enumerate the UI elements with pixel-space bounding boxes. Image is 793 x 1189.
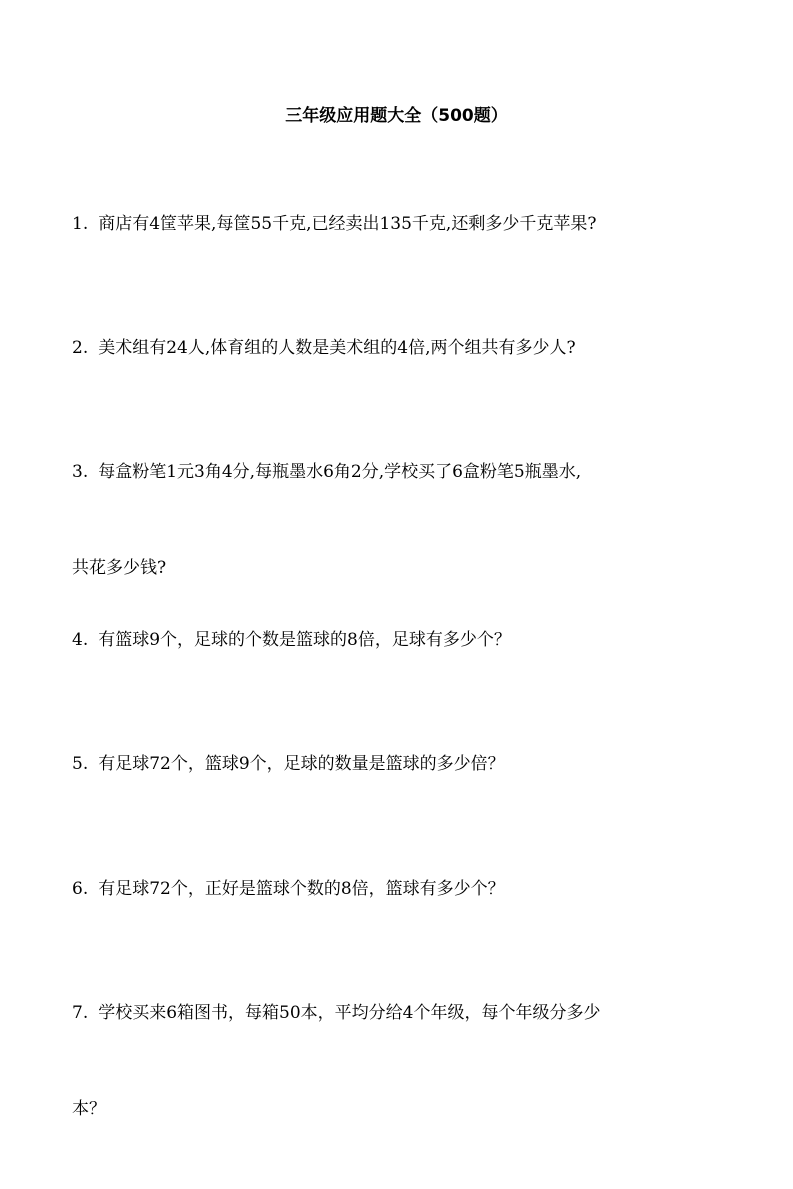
- question-line-continued: 共花多少钱?: [72, 558, 167, 578]
- question-text: 美术组有24人,体育组的人数是美术组的4倍,两个组共有多少人?: [98, 338, 576, 358]
- question-line: [72, 456, 732, 488]
- question-number: 3.: [72, 462, 89, 482]
- question-line-continued: 本？: [72, 1099, 106, 1119]
- question-text: 有足球72个，正好是篮球个数的8倍，篮球有多少个？: [98, 879, 505, 899]
- question-number: 4.: [72, 630, 89, 650]
- question-number: 6.: [72, 879, 89, 899]
- question-line: [72, 997, 732, 1029]
- question-number: 1.: [72, 214, 89, 234]
- question-line: [72, 748, 732, 780]
- question-line: [72, 208, 732, 240]
- question-text: 有篮球9个，足球的个数是篮球的8倍，足球有多少个？: [98, 630, 511, 650]
- question-line: [72, 873, 732, 905]
- question-text: 商店有4筐苹果,每筐55千克,已经卖出135千克,还剩多少千克苹果?: [98, 214, 597, 234]
- question-line: [72, 624, 732, 656]
- question-line: [72, 332, 732, 364]
- question-number: 2.: [72, 338, 89, 358]
- question-text: 学校买来6箱图书，每箱50本，平均分给4个年级，每个年级分多少: [98, 1003, 601, 1023]
- question-7: [72, 933, 732, 1189]
- question-number: 5.: [72, 754, 89, 774]
- question-text: 每盒粉笔1元3角4分,每瓶墨水6角2分,学校买了6盒粉笔5瓶墨水,: [98, 462, 582, 482]
- question-number: 7.: [72, 1003, 89, 1023]
- page-title: 三年级应用题大全（500题）: [285, 106, 508, 126]
- question-text: 有足球72个，篮球9个，足球的数量是篮球的多少倍？: [98, 754, 505, 774]
